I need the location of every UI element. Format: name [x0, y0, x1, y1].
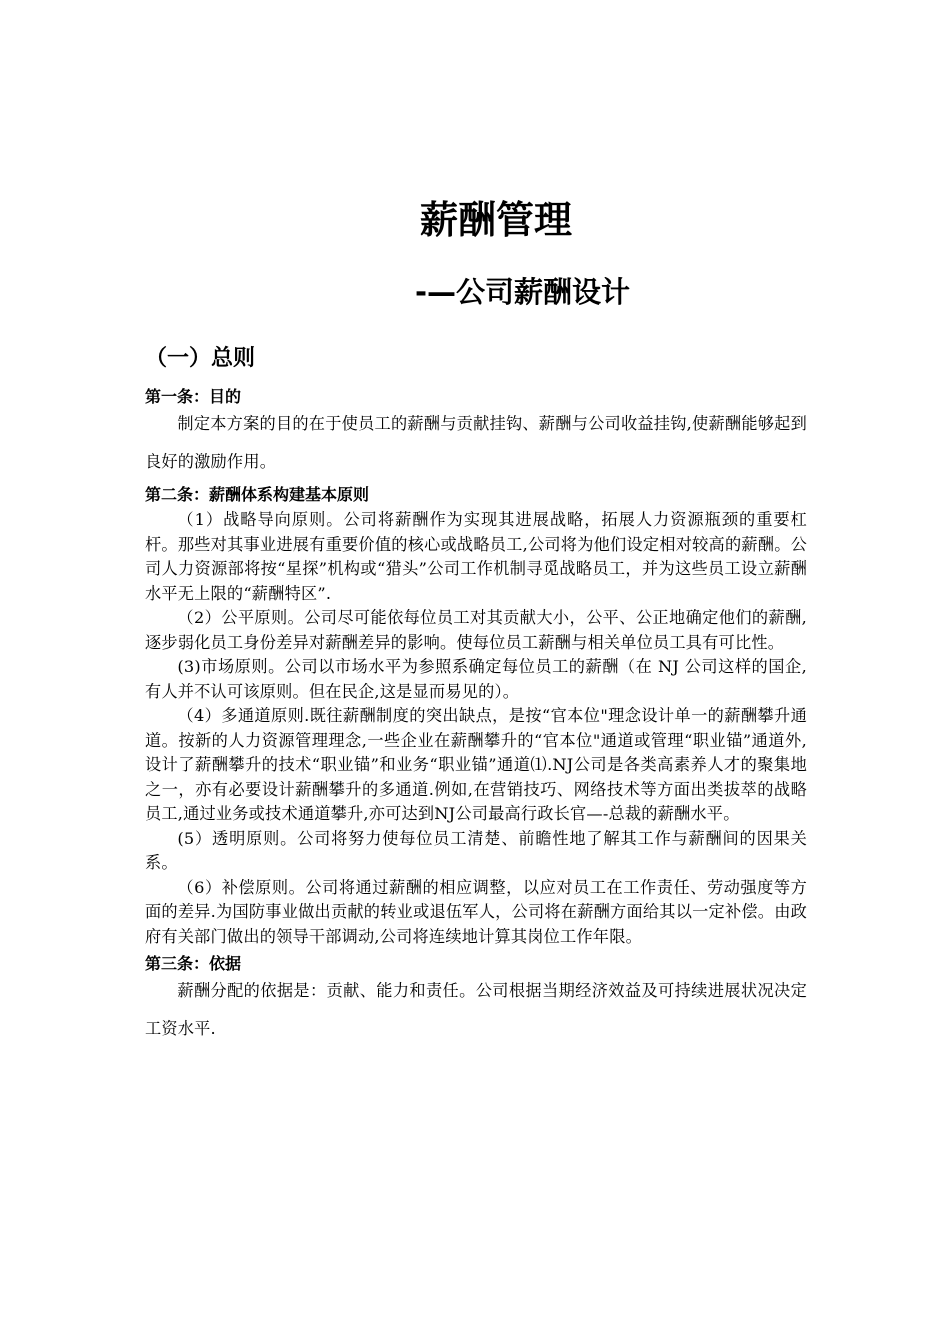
article-paragraph: (3)市场原则。公司以市场水平为参照系确定每位员工的薪酬（在 NJ 公司这样的国企,有人并不认可该原则。但在民企,这是显而易见的）。 — [145, 657, 807, 701]
article-paragraph: （1）战略导向原则。公司将薪酬作为实现其进展战略，拓展人力资源瓶颈的重要杠杆。那些对其事业进展有重要价值的核心或战略员工,公司将为他们设定相对较高的薪酬。公司人力资源部将按“星探”机构或“猎头”公司工作机制寻觅战略员工，并为这些员工设立薪酬水平无上限的“薪酬特区”. — [145, 510, 807, 603]
article-paragraph: 制定本方案的目的在于使员工的薪酬与贡献挂钩、薪酬与公司收益挂钩,使薪酬能够起到良好的激励作用。 — [145, 414, 807, 471]
article-paragraph: （6）补偿原则。公司将通过薪酬的相应调整，以应对员工在工作责任、劳动强度等方面的差异.为国防事业做出贡献的转业或退伍军人，公司将在薪酬方面给其以一定补偿。由政府有关部门做出的领导干部调动,公司将连续地计算其岗位工作年限。 — [145, 877, 807, 946]
article-paragraph: （2）公平原则。公司尽可能依每位员工对其贡献大小，公平、公正地确定他们的薪酬,逐步弱化员工身份差异对薪酬差异的影响。使每位员工薪酬与相关单位员工具有可比性。 — [145, 608, 807, 652]
article-heading: 第二条：薪酬体系构建基本原则 — [145, 485, 370, 504]
article-paragraph: （4）多通道原则.既往薪酬制度的突出缺点，是按“官本位"理念设计单一的薪酬攀升通道。按新的人力资源管理理念,一些企业在薪酬攀升的“官本位"通道或管理“职业锚”通道外,设计了薪酬攀升的技术“职业锚”和业务“职业锚”通道⑴.NJ公司是各类高素养人才的聚集地之一，亦有必要设计薪酬攀升的多通道.例如,在营销技巧、网络技术等方面出类拔萃的战略员工,通过业务或技术通道攀升,亦可达到NJ公司最高行政长官—-总裁的薪酬水平。 — [145, 706, 807, 823]
document-title: 薪酬管理 — [419, 198, 572, 242]
document-body — [145, 384, 807, 1045]
section-heading: （一）总则 — [145, 346, 256, 371]
article-paragraph: (5）透明原则。公司将努力使每位员工清楚、前瞻性地了解其工作与薪酬间的因果关系。 — [145, 828, 807, 872]
article-heading: 第三条：依据 — [145, 954, 242, 973]
document-subtitle: -—公司薪酬设计 — [415, 275, 631, 309]
article-paragraph: 薪酬分配的依据是：贡献、能力和责任。公司根据当期经济效益及可持续进展状况决定工资水平. — [145, 981, 807, 1038]
article-heading: 第一条：目的 — [145, 387, 242, 406]
